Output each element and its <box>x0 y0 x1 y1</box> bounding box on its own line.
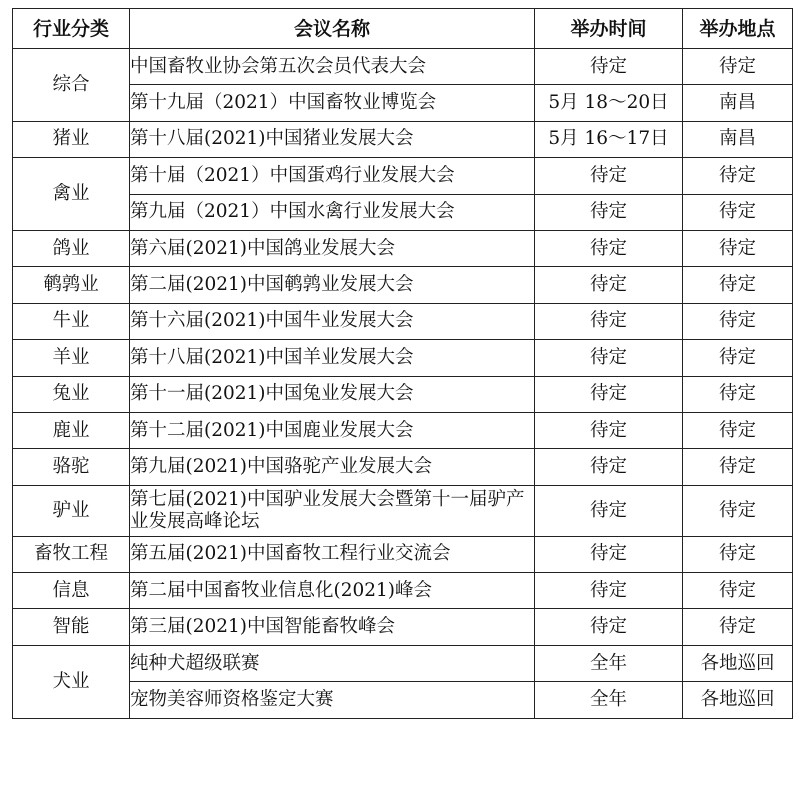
event-time-cell: 待定 <box>535 340 683 376</box>
table-row <box>13 449 793 485</box>
event-time-cell: 待定 <box>535 449 683 485</box>
category-cell: 驴业 <box>13 485 130 536</box>
table-row <box>13 645 793 681</box>
category-cell: 智能 <box>13 609 130 645</box>
event-name-cell: 纯种犬超级联赛 <box>130 645 535 681</box>
event-time-cell: 全年 <box>535 682 683 718</box>
event-name-cell: 中国畜牧业协会第五次会员代表大会 <box>130 49 535 85</box>
category-cell: 骆驼 <box>13 449 130 485</box>
event-name-cell: 第二届(2021)中国鹌鹑业发展大会 <box>130 267 535 303</box>
table-row <box>13 194 793 230</box>
category-cell: 信息 <box>13 573 130 609</box>
event-place-cell: 待定 <box>683 158 793 194</box>
table-row <box>13 573 793 609</box>
category-cell: 羊业 <box>13 340 130 376</box>
category-cell: 综合 <box>13 49 130 122</box>
event-time-cell: 待定 <box>535 412 683 448</box>
header-category: 行业分类 <box>13 9 130 49</box>
event-name-cell: 第十六届(2021)中国牛业发展大会 <box>130 303 535 339</box>
event-time-cell: 待定 <box>535 303 683 339</box>
event-name-cell: 第十届（2021）中国蛋鸡行业发展大会 <box>130 158 535 194</box>
event-schedule-table <box>12 8 793 719</box>
table-row <box>13 267 793 303</box>
header-place: 举办地点 <box>683 9 793 49</box>
table-row <box>13 121 793 157</box>
event-place-cell: 待定 <box>683 485 793 536</box>
event-time-cell: 待定 <box>535 230 683 266</box>
event-name-cell: 第十八届(2021)中国羊业发展大会 <box>130 340 535 376</box>
event-name-cell: 第二届中国畜牧业信息化(2021)峰会 <box>130 573 535 609</box>
event-place-cell: 待定 <box>683 340 793 376</box>
category-cell: 猪业 <box>13 121 130 157</box>
table-row <box>13 230 793 266</box>
category-cell: 犬业 <box>13 645 130 718</box>
event-place-cell: 待定 <box>683 194 793 230</box>
event-place-cell: 待定 <box>683 536 793 572</box>
event-time-cell: 待定 <box>535 536 683 572</box>
event-time-cell: 待定 <box>535 267 683 303</box>
event-place-cell: 各地巡回 <box>683 645 793 681</box>
table-row <box>13 682 793 718</box>
header-time: 举办时间 <box>535 9 683 49</box>
table-row <box>13 303 793 339</box>
event-time-cell: 待定 <box>535 194 683 230</box>
event-time-cell: 全年 <box>535 645 683 681</box>
event-place-cell: 待定 <box>683 49 793 85</box>
event-place-cell: 待定 <box>683 303 793 339</box>
header-row <box>13 9 793 49</box>
event-name-cell: 第十一届(2021)中国兔业发展大会 <box>130 376 535 412</box>
category-cell: 牛业 <box>13 303 130 339</box>
event-time-cell: 待定 <box>535 573 683 609</box>
table-row <box>13 609 793 645</box>
category-cell: 兔业 <box>13 376 130 412</box>
category-cell: 鹿业 <box>13 412 130 448</box>
event-time-cell: 待定 <box>535 158 683 194</box>
event-name-cell: 第三届(2021)中国智能畜牧峰会 <box>130 609 535 645</box>
event-place-cell: 待定 <box>683 609 793 645</box>
event-name-cell: 第十九届（2021）中国畜牧业博览会 <box>130 85 535 121</box>
table-row <box>13 485 793 536</box>
event-time-cell: 5月 16～17日 <box>535 121 683 157</box>
category-cell: 鸽业 <box>13 230 130 266</box>
event-time-cell: 待定 <box>535 485 683 536</box>
table-row <box>13 85 793 121</box>
table-row <box>13 536 793 572</box>
event-name-cell: 第十二届(2021)中国鹿业发展大会 <box>130 412 535 448</box>
table-row <box>13 412 793 448</box>
table-row <box>13 158 793 194</box>
event-name-cell: 第十八届(2021)中国猪业发展大会 <box>130 121 535 157</box>
category-cell: 禽业 <box>13 158 130 231</box>
event-name-cell: 第九届（2021）中国水禽行业发展大会 <box>130 194 535 230</box>
table-row <box>13 49 793 85</box>
event-place-cell: 待定 <box>683 230 793 266</box>
category-cell: 畜牧工程 <box>13 536 130 572</box>
event-time-cell: 待定 <box>535 376 683 412</box>
event-time-cell: 待定 <box>535 609 683 645</box>
event-name-cell: 宠物美容师资格鉴定大赛 <box>130 682 535 718</box>
event-time-cell: 待定 <box>535 49 683 85</box>
event-name-cell: 第六届(2021)中国鸽业发展大会 <box>130 230 535 266</box>
event-place-cell: 待定 <box>683 376 793 412</box>
event-place-cell: 南昌 <box>683 121 793 157</box>
event-name-cell: 第七届(2021)中国驴业发展大会暨第十一届驴产业发展高峰论坛 <box>130 485 535 536</box>
table-row <box>13 376 793 412</box>
table-row <box>13 340 793 376</box>
header-name: 会议名称 <box>130 9 535 49</box>
event-place-cell: 南昌 <box>683 85 793 121</box>
event-place-cell: 待定 <box>683 412 793 448</box>
category-cell: 鹌鹑业 <box>13 267 130 303</box>
event-place-cell: 待定 <box>683 573 793 609</box>
event-time-cell: 5月 18～20日 <box>535 85 683 121</box>
event-place-cell: 待定 <box>683 267 793 303</box>
event-place-cell: 各地巡回 <box>683 682 793 718</box>
event-name-cell: 第九届(2021)中国骆驼产业发展大会 <box>130 449 535 485</box>
event-name-cell: 第五届(2021)中国畜牧工程行业交流会 <box>130 536 535 572</box>
event-place-cell: 待定 <box>683 449 793 485</box>
